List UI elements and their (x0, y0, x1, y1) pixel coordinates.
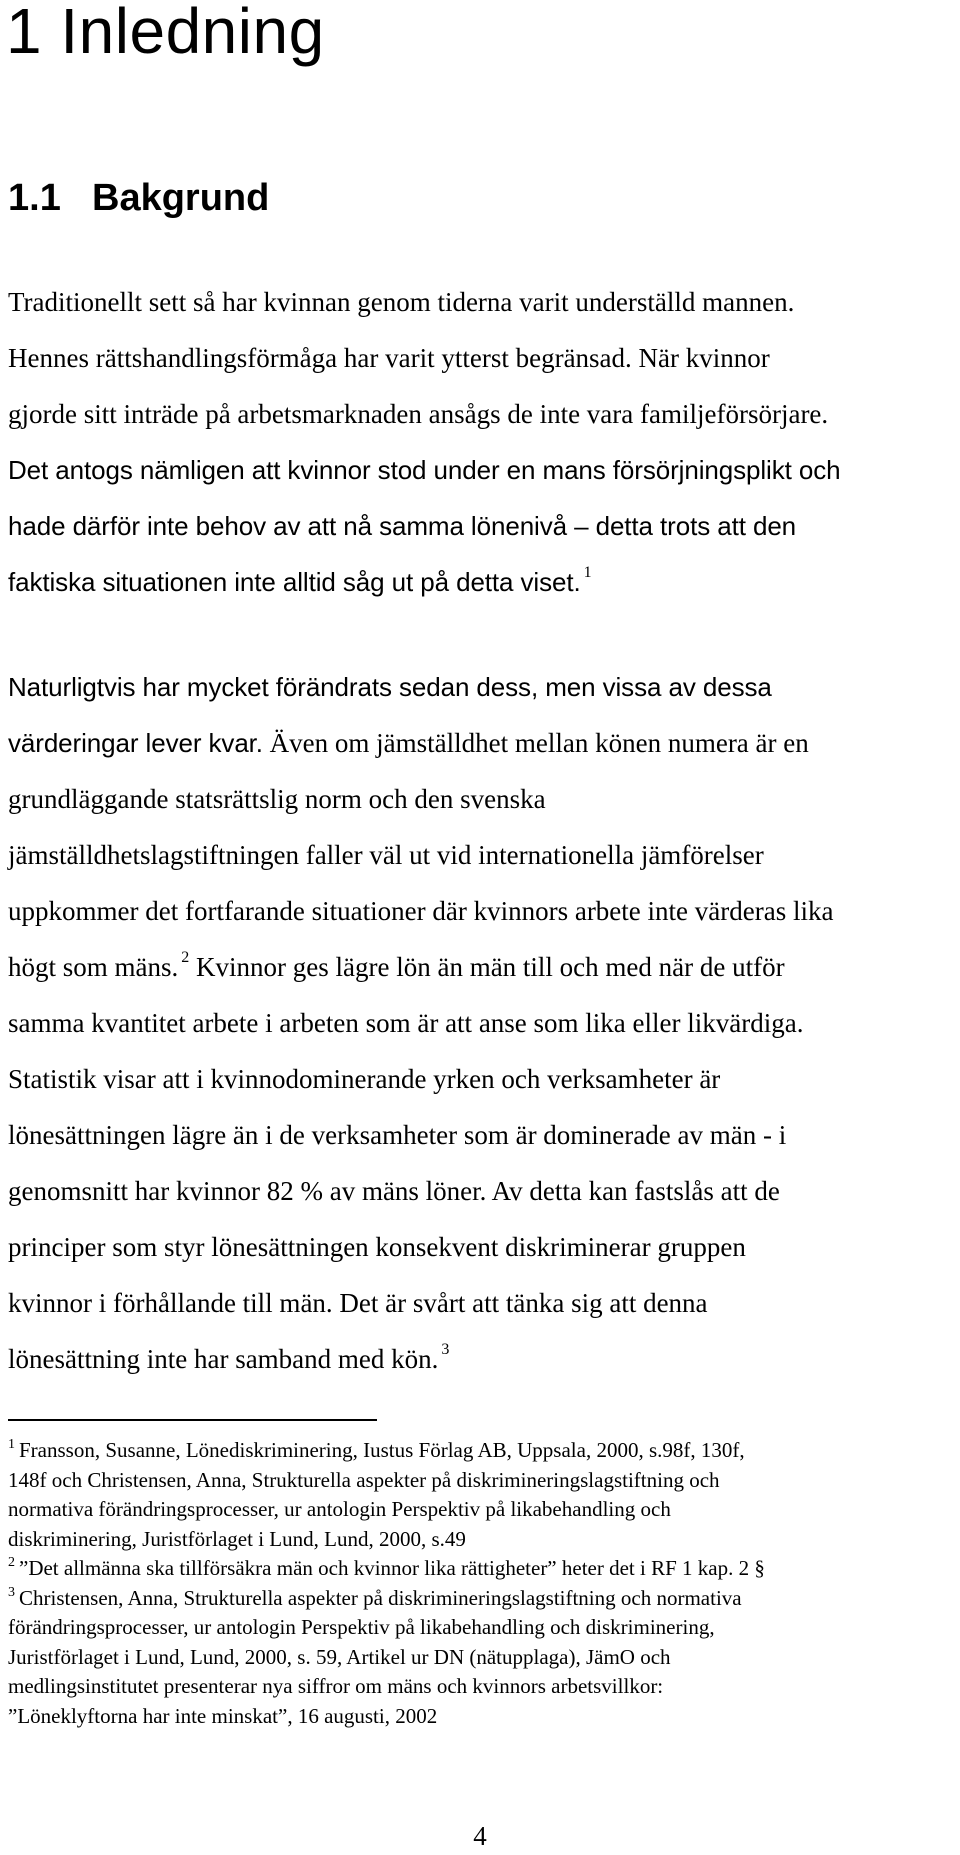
paragraph-2-serif-text-a: Även om jämställdhet mellan könen numera är en grundläggande statsrättslig norm och den svenska jämställdhetslagstiftningen faller väl ut vid internationella jämförelser uppkommer det fortfarande situationer där kvinnors arbete inte värderas lika högt som mäns. (8, 728, 834, 982)
footnote-2-text: ”Det allmänna ska tillförsäkra män och kvinnor lika rättigheter” heter det i RF 1 kap. 2 § (19, 1556, 765, 1580)
footnote-2-mark: 2 (8, 1555, 15, 1570)
footnote-3-text: Christensen, Anna, Strukturella aspekter på diskrimineringslagstiftning och normativa förändringsprocesser, ur antologin Perspektiv på likabehandling och diskriminering, Juristförlaget i Lund, Lund, 2000, s. 59, Artikel ur DN (nätupplaga), JämO och medlingsinstitutet presenterar nya siffror om mäns och kvinnors arbetsvillkor: ”Löneklyftorna har inte minskat”, 16 augusti, 2002 (8, 1585, 742, 1728)
paragraph-2-sans-text: Naturligtvis har mycket förändrats sedan dess, men vissa av dessa värderingar lever kvar. (8, 672, 772, 758)
footnote-ref-2: 2 (181, 949, 190, 966)
page-number: 4 (473, 1821, 487, 1851)
paragraph-2-serif-text-b: Kvinnor ges lägre lön än män till och med när de utför samma kvantitet arbete i arbeten som är att anse som lika eller likvärdiga. Statistik visar att i kvinnodominerande yrken och verksamheter är lönesättningen lägre än i de verksamheter som är dominerade av män - i genomsnitt har kvinnor 82 % av mäns löner. Av detta kan fastslås att de principer som styr lönesättningen konsekvent diskriminerar gruppen kvinnor i förhållande till män. Det är svårt att tänka sig att denna lönesättning inte har samband med kön. (8, 952, 804, 1374)
section-heading (8, 170, 269, 226)
footnote-ref-1: 1 (583, 564, 592, 581)
paragraph-background (8, 274, 958, 610)
paragraph-equality (8, 659, 958, 1387)
section-number: 1.1 (8, 177, 61, 219)
footnote-ref-3: 3 (441, 1341, 450, 1358)
footnote-3 (8, 1584, 958, 1732)
footnotes (8, 1436, 958, 1731)
footnote-1-text: Fransson, Susanne, Lönediskriminering, Iustus Förlag AB, Uppsala, 2000, s.98f, 130f, 148f och Christensen, Anna, Strukturella aspekter på diskrimineringslagstiftning och normativa förändringsprocesser, ur antologin Perspektiv på likabehandling och diskriminering, Juristförlaget i Lund, Lund, 2000, s.49 (8, 1438, 745, 1551)
paragraph-1-serif-text: Traditionellt sett så har kvinnan genom tiderna varit underställd mannen. Hennes rättshandlingsförmåga har varit ytterst begränsad. När kvinnor gjorde sitt inträde på arbetsmarknaden ansågs de inte vara familjeförsörjare. (8, 287, 829, 429)
footnote-1-mark: 1 (8, 1437, 15, 1452)
chapter-heading: 1 Inledning (6, 0, 325, 67)
footnote-1 (8, 1436, 958, 1554)
footnote-2 (8, 1554, 958, 1584)
footnote-separator (8, 1419, 377, 1421)
footnote-3-mark: 3 (8, 1584, 15, 1600)
paragraph-1-sans-text: Det antogs nämligen att kvinnor stod under en mans försörjningsplikt och hade därför inte behov av att nå samma lönenivå – detta trots att den faktiska situationen inte alltid såg ut på detta viset. (8, 455, 841, 597)
section-title: Bakgrund (92, 177, 270, 219)
